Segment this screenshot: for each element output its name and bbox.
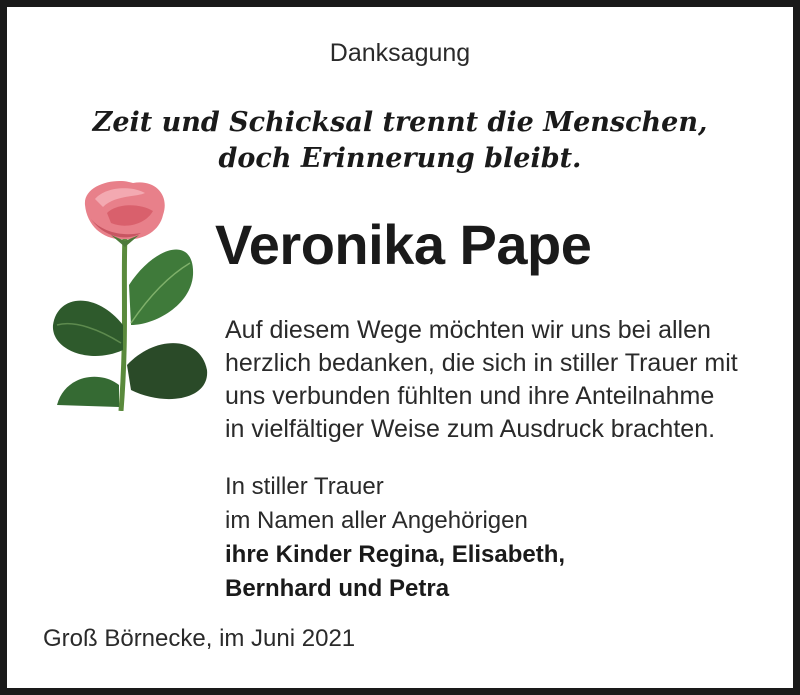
thanks-line: Auf diesem Wege möchten wir uns bei allen bbox=[225, 316, 711, 344]
signers-names-2: Bernhard und Petra bbox=[225, 575, 450, 602]
thanks-text bbox=[225, 314, 785, 446]
thanks-line: herzlich bedanken, die sich in stiller Trauer mit bbox=[225, 349, 738, 377]
place-date: Groß Börnecke, im Juni 2021 bbox=[43, 625, 356, 652]
deceased-name: Veronika Pape bbox=[215, 213, 592, 276]
signers-line-2: im Namen aller Angehörigen bbox=[225, 507, 528, 534]
thanks-line: in vielfältiger Weise zum Ausdruck brachten. bbox=[225, 415, 716, 443]
signers-names-1: ihre Kinder Regina, Elisabeth, bbox=[225, 541, 566, 568]
motto-line-2: doch Erinnerung bleibt. bbox=[218, 143, 582, 174]
rose-icon bbox=[45, 175, 215, 411]
heading: Danksagung bbox=[329, 39, 471, 67]
signers bbox=[225, 470, 565, 606]
thanks-line: uns verbunden fühlten und ihre Anteilnahme bbox=[225, 382, 715, 410]
motto-line-1: Zeit und Schicksal trennt die Menschen, bbox=[92, 107, 708, 138]
signers-line-1: In stiller Trauer bbox=[225, 473, 384, 500]
